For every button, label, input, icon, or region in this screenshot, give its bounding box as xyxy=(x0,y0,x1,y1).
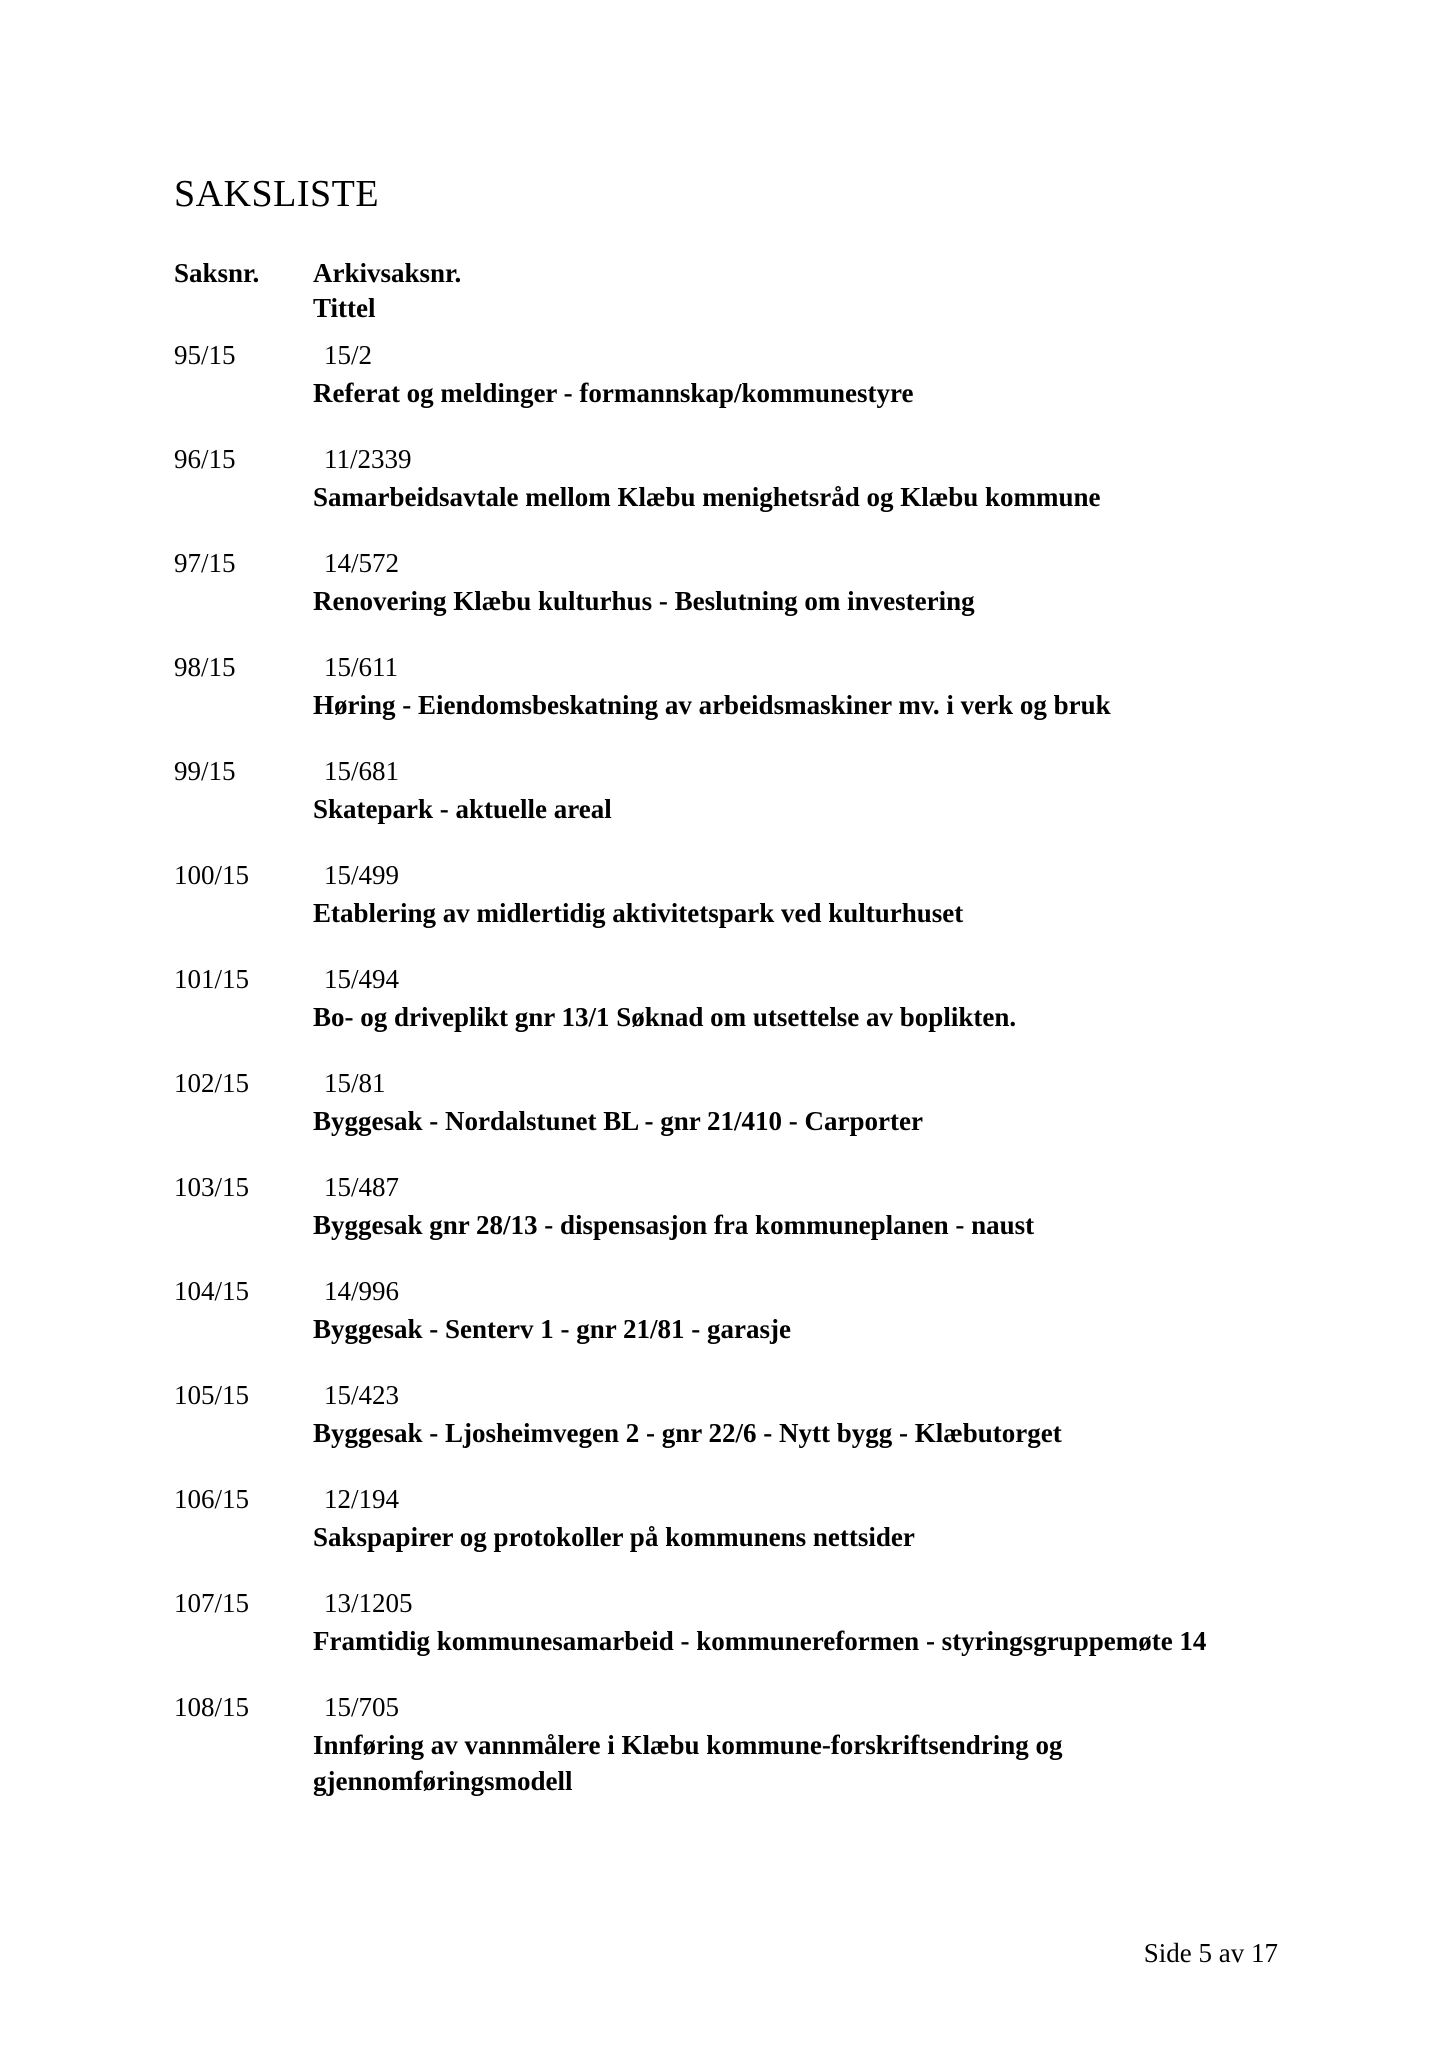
column-header-saksnr: Saksnr. xyxy=(174,258,260,288)
case-title: Skatepark - aktuelle areal xyxy=(313,794,612,824)
case-title: Høring - Eiendomsbeskatning av arbeidsmaskiner mv. i verk og bruk xyxy=(313,690,1111,720)
case-number: 97/15 xyxy=(174,548,236,578)
case-title: Etablering av midlertidig aktivitetspark ved kulturhuset xyxy=(313,898,964,928)
archive-case-number: 15/2 xyxy=(324,340,373,370)
page-number: Side 5 av 17 xyxy=(1143,1938,1278,1968)
case-number: 95/15 xyxy=(174,340,236,370)
case-title: Framtidig kommunesamarbeid - kommunereformen - styringsgruppemøte 14 xyxy=(313,1626,1207,1656)
case-number: 99/15 xyxy=(174,756,236,786)
case-item xyxy=(174,1484,1304,1588)
archive-case-number: 15/487 xyxy=(324,1172,400,1202)
case-number: 103/15 xyxy=(174,1172,250,1202)
archive-case-number: 15/705 xyxy=(324,1692,400,1722)
archive-case-number: 13/1205 xyxy=(324,1588,413,1618)
case-number: 98/15 xyxy=(174,652,236,682)
case-item xyxy=(174,1276,1304,1380)
archive-case-number: 14/572 xyxy=(324,548,400,578)
case-number: 96/15 xyxy=(174,444,236,474)
case-title: Byggesak - Ljosheimvegen 2 - gnr 22/6 - Nytt bygg - Klæbutorget xyxy=(313,1418,1062,1448)
archive-case-number: 11/2339 xyxy=(324,444,412,474)
case-title: Referat og meldinger - formannskap/kommunestyre xyxy=(313,378,914,408)
case-number: 107/15 xyxy=(174,1588,250,1618)
case-item xyxy=(174,756,1304,860)
case-number: 100/15 xyxy=(174,860,250,890)
case-title: Bo- og driveplikt gnr 13/1 Søknad om utsettelse av boplikten. xyxy=(313,1002,1017,1032)
case-item xyxy=(174,340,1304,444)
archive-case-number: 14/996 xyxy=(324,1276,400,1306)
case-item xyxy=(174,1068,1304,1172)
case-number: 105/15 xyxy=(174,1380,250,1410)
case-item xyxy=(174,860,1304,964)
case-title: Sakspapirer og protokoller på kommunens nettsider xyxy=(313,1522,915,1552)
archive-case-number: 15/611 xyxy=(324,652,398,682)
case-title: Byggesak - Senterv 1 - gnr 21/81 - garasje xyxy=(313,1314,791,1344)
case-list xyxy=(174,340,1304,1796)
page-title: SAKSLISTE xyxy=(174,173,380,215)
case-number: 104/15 xyxy=(174,1276,250,1306)
archive-case-number: 15/494 xyxy=(324,964,400,994)
archive-case-number: 15/423 xyxy=(324,1380,400,1410)
case-item xyxy=(174,1588,1304,1692)
case-item xyxy=(174,444,1304,548)
case-number: 102/15 xyxy=(174,1068,250,1098)
archive-case-number: 12/194 xyxy=(324,1484,400,1514)
case-item xyxy=(174,1692,1304,1796)
case-number: 108/15 xyxy=(174,1692,250,1722)
column-header-tittel: Tittel xyxy=(313,293,376,323)
archive-case-number: 15/81 xyxy=(324,1068,386,1098)
case-item xyxy=(174,964,1304,1068)
case-title: Renovering Klæbu kulturhus - Beslutning om investering xyxy=(313,586,975,616)
case-number: 101/15 xyxy=(174,964,250,994)
archive-case-number: 15/499 xyxy=(324,860,400,890)
case-item xyxy=(174,1172,1304,1276)
case-number: 106/15 xyxy=(174,1484,250,1514)
archive-case-number: 15/681 xyxy=(324,756,400,786)
case-item xyxy=(174,548,1304,652)
case-item xyxy=(174,652,1304,756)
column-header-arkivsaksnr: Arkivsaksnr. xyxy=(313,258,462,288)
case-item xyxy=(174,1380,1304,1484)
case-title: Innføring av vannmålere i Klæbu kommune-forskriftsendring og gjennomføringsmodell xyxy=(313,1730,1063,1796)
case-title: Byggesak gnr 28/13 - dispensasjon fra kommuneplanen - naust xyxy=(313,1210,1035,1240)
case-title: Byggesak - Nordalstunet BL - gnr 21/410 - Carporter xyxy=(313,1106,923,1136)
case-title: Samarbeidsavtale mellom Klæbu menighetsråd og Klæbu kommune xyxy=(313,482,1101,512)
